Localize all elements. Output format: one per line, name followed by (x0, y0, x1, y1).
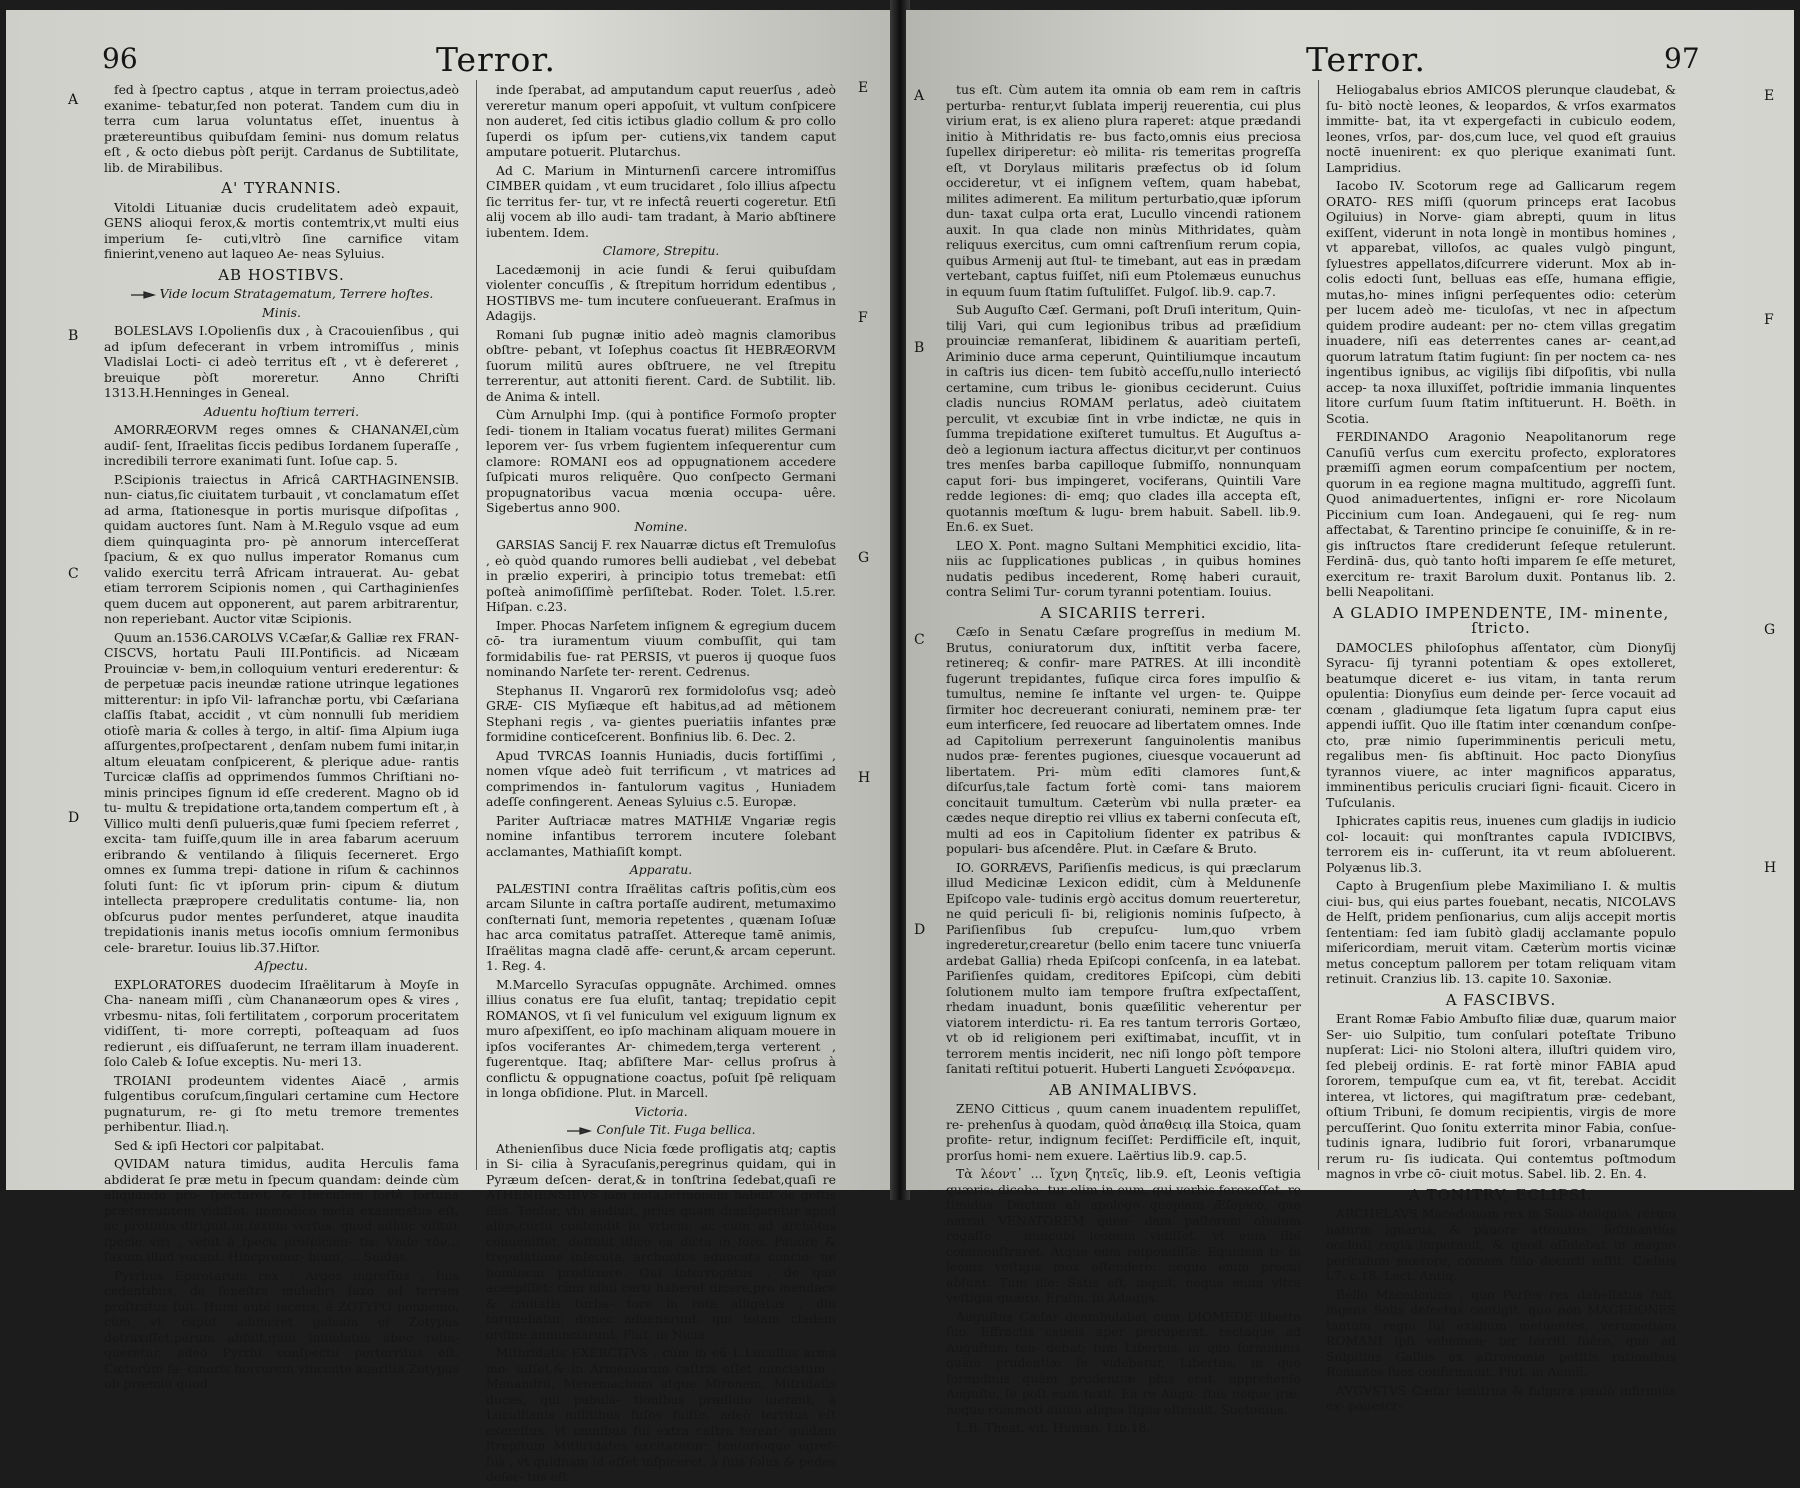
paragraph: Iacobo IV. Scotorum rege ad Gallicarum regem ORATO- RES miſſi (quorum princeps erat Iacobus Ogiluius) in Norve- giam abrepti, quum in litus exiſſent, viderunt in nota longè in montibus homines , vt apparebat, villoſos, ac quales vulgò pingunt, ſyluestres appellatos,diſcurrere viderunt. Mox ab in- colis edocti ſunt, belluas eas eſſe, humana effigie, mutas,ho- mines inſigni perſequentes odio: ceterùm per lucem adeò me- ticuloſas, vt nec in aſpectum quidem prodire audeant: per no- ctem villas gregatim inuadere, niſi eas deterrentes canes ar- ceant,ad quorum latratum ſtatim fugiunt: ſin per noctem ca- nes ingentibus ignibus, ac vigilijs ſibi diſpoſitis, vbi nulla accep- ta noxa illuxiſſet, poſtridie immania linquentes litore curſum ſuum ſtatim inſtituerunt. H. Boëth. in Scotia. (1326, 178, 1676, 426)
subsection-heading: Clamore, Strepitu. (602, 243, 720, 258)
page-number: 97 (1664, 42, 1700, 75)
paragraph: Pyrrhus Epirotarum rex , Argos ingreſſus , fuis cedentibus, de feneſtra muliebri ſaxo ad terram proſtratus fuit. Humi autë iacens, à ZOTYPO nonnemo, cùm vt caput adimeret galeam ei Zotypus detraxiſſet,parum abfuit,quin inuiolatus abeo relin- queretur, adeò Pyrrhi conſpectu perterritus eſt. Cæterùm fa- cinoris horrorem vincente auaritia,Zotypus ob præmiū quod (104, 1267, 459, 1391)
paragraph: AVGVSTVS Cæſar tonitrua & fulgura paulò infirmiùs ex- pauescr- (1326, 1382, 1676, 1413)
paragraph: ARCHELAVS Macedonum rex in Solis deliquio, rerum naturæ ignarus, & pauore attonitus, feſtinantiùs occludi regiā imperauit, & quod aſſolebat in magno periculum mœrore, comam filio decurti iuſſit. Cælius l.7. c.18. Lect. Antiq. (1326, 1206, 1676, 1283)
paragraph: Capto à Brugenſium plebe Maximiliano I. & multis ciui- bus, qui eius partes fouebant, necatis, NICOLAVS de Helſt, pridem penſionarius, cum alijs accepit mortis ſententiam: ſed iam ſubitò gladij acclamante populo miſericordiam, meruit vitam. Cæterùm mortis vicinæ metus conceptum pallorem per totam reliquam vitam retinuit. Cranzius lib. 13. capite 10. Saxoniæ. (1326, 878, 1676, 986)
section-heading: AB HOSTIBVS. (218, 265, 345, 284)
margin-letter: H (1764, 860, 1777, 876)
paragraph: AMORRÆORVM reges omnes & CHANANÆI,cùm audiſ- ſent, Iſraelitas ſiccis pedibus Iordanem ſuperaſſe , incredibili terrore exanimati ſunt. Ioſue cap. 5. (104, 422, 459, 468)
paragraph: Mithridatis EXERCITVS , cùm in eū L.Lucullus arma mo- uiſſet,& in Armeniorum caſtris eſſet nunciatum , Menandrū, Menemachum atque Mironem, Mitridatis duces, qui pabula- tionibus præſidio iuerant, à Lucullianis militibus fuſos fuiſſe, adeò territus eſt exercitus, vt omnibus fui extra caſtra ferent- quidam ſtrepitum Mithridates excitaretur: tentorioque egreſ- ſus , vt quidnam id eſſet inſpiceret, à ſuis ſolus & pedes deſer- tus eſt. (486, 1345, 836, 1484)
paragraph: Lacedæmonij in acie ſundi & ſerui quibuſdam violenter concuſſis , & ſtrepitum horridum edentibus , HOSTIBVS me- tum incutere conſueuerant. Eraſmus in Adagijs. (486, 261, 836, 323)
margin-letter: F (858, 310, 868, 326)
running-head: Terror. (1306, 40, 1427, 79)
cross-reference-text: Vide locum Stratagematum, Terrere hoſtes. (159, 286, 434, 301)
margin-letter: C (68, 566, 79, 582)
paragraph: Athenienſibus duce Nicia fœde profligatis atq; captis in Si- cilia à Syracuſanis,peregrinus quidam, qui in Pyræum deſcen- derat,& in tonſtrina ſedebat,quaſi re ATHENIENSIBVS iam nota,ſermonem habuit de geſtis illis. Tonſor, vbi audiuit, priùs quàm diuulgaretur apud alios,curſu contendit in vrbem: ac cùm ad archōtas conueniſſet, deſtulit illico ea dicta in foro. Pauore & trepidatione inſecuta, archontes aduocata concio- ne hominem produxere. Qui interrogatus , de quo aceepiſſet: cùm nihil certi haberet dicere,pro mendace & ciuitatis turba- tore in rota alligatus , diu torquebatur, donec aduenerunt, qui totam cladem ordine annunciarunt. Plut. in Nicia. (486, 1140, 836, 1342)
margin-letter: H (858, 770, 871, 786)
paragraph: Quum an.1536.CAROLVS V.Cæſar,& Galliæ rex FRAN- CISCVS, hortatu Pauli III.Pontificis. ad Nicæam Prouinciæ v- bem,in colloquium venturi erederentur: & de perpetuæ pacis ineundæ ratione utrinque legationes mitterentur: in ipſo Vil- lafranchæ portu, vbi Cæſariana claſſis ſtabat, accidit , vt cùm nonnulli ſub meridiem otioſè maria & colles à tergo, in altiſ- ſima Alpium iuga aſſurgentes,proſpectarent , denſam nubem fumi initar,in altum eleuatam conſpicerent, & plerique adue- rantis Turcicæ claſſis ad opprimendos ſummos Chriſtiani no- minis principes ſignum id eſſe crederent. Magno ob id tu- multu & trepidatione orta,tandem compertum eſt , à Villico multi denſi pulueris,quæ fumi ſpeciem referret , excita- tam fuiſſe,quum ille in area fabarum aceruum eribrando & ventilando à ſiliquis ſecerneret. Ergo omnes ex ſumma trepi- datione in riſum & cachinnos ſoluti ſunt: ſic vt ipſorum prin- cipum & diutum intellecta præpropere credulitatis contume- lia, non obſcurus pudor mentes perſunderet, atque inaudita trepidationis inanis metus iocoſis omnium ſermonibus cele- braretur. Iouius lib.37.Hiſtor. (104, 629, 459, 955)
paragraph: Auguſtus Cæſar deambulabat cum DIOMEDE liberto ſuo. Effractis caueis aper proruperat, rectaque ad Auguſtum ten- debat; tum Libertus, in quo formidinis quàm prudentiæ ſe videbatur, Libertus, in quo formidinis quàm prudentiæ plus erat, apprehenſo Auguſto, ſe poſt eum texit. Ea re Augu- ſtus neque iræ, neque commoti animi aliqua ſigna oſtendit. Suetonius. (946, 1308, 1301, 1417)
paragraph: Stephanus II. Vngarorū rex formidoloſus vsq; adeò GRÆ- CIS Myſiæque eſt habitus,ad ad mētionem Stephani regis , va- gientes pueriatiis infantes præ formidine conticeſcerent. Bonfinius lib. 6. Dec. 2. (486, 682, 836, 744)
paragraph: Imper. Phocas Narſetem inſignem & egregium ducem cō- tra iuramentum viuum combuſſit, qui tam formidabilis fue- rat PERSIS, vt pueros ij quoque ſuos nominando Narſete ter- rerent. Cedrenus. (486, 617, 836, 679)
pointing-hand-icon (566, 1126, 592, 1136)
pointing-hand-icon (130, 290, 156, 300)
right-column-1 (946, 82, 1301, 1439)
paragraph: PALÆSTINI contra Iſraëlitas caſtris poſitis,cùm eos arcam Silunte in caſtra portaſſe audirent, metumaximo conſternati ſunt, memoria repetentes , quænam Ioſuæ hac arca comitatus patraſſet. Attereque tamē animis, Iſraëlitas magna cladē affe- cerunt,& arcam ceperunt. 1. Reg. 4. (486, 880, 836, 973)
subsection-heading: Minis. (262, 304, 301, 320)
paragraph: BOLESLAVS I.Opolienſis dux , à Cracouienſibus , qui ad ipſum defecerant in vrbem intromiſſus , minis Vladislai Locti- ci adeò territus eſt , vt è defereret , breuique pòſt moreretur. Anno Chriſti 1313.H.Henninges in Geneal. (104, 323, 459, 400)
subsection-heading: Apparatu. (629, 862, 693, 877)
cross-reference (486, 1122, 836, 1138)
paragraph: Iphicrates capitis reus, inuenes cum gladijs in iudicio col- locauit: qui monſtrantes capula IVDICIBVS, terrorem eis in- cuſſerunt, ita vt reum abſoluerent. Polyænus lib.3. (1326, 813, 1676, 875)
margin-letter: C (914, 632, 925, 648)
margin-letter: F (1764, 312, 1774, 328)
left-page (6, 10, 894, 1484)
subsection-heading: Aduentu hoſtium terreri. (203, 403, 360, 419)
cross-reference-text: Conſule Tit. Fuga bellica. (596, 1122, 756, 1137)
section-heading: A GLADIO IMPENDENTE, IM- minente, ſtricto. (1332, 603, 1670, 637)
margin-letter: E (1764, 88, 1775, 104)
paragraph: Romani ſub pugnæ initio adeò magnis clamoribus obſtre- pebant, vt Ioſephus coactus ſit HEBRÆORVM ſuorum militū aures obſtruere, ne vel ſtrepitu terrerentur, aut attoniti fierent. Card. de Subtilit. lib. de Anima & intell. (486, 326, 836, 404)
paragraph: Bello Macedonico , quo Perſes rex debellatus fuit, ingens Solis defectus contigit, quo non MACEDONES tantum regni ſui exidium metuentes, verumetiam ROMANI ipſi vehemen- ter territi fuêre, quo ad Sulpitius Gallus ex aſtronomia petitis rationibus Romanos ſuos confirmauit. Plut. in Aemil. (1326, 1286, 1676, 1379)
section-heading: A FASCIBVS. (1445, 990, 1557, 1009)
margin-letter: D (914, 922, 926, 938)
paragraph: IO. GORRÆVS, Pariſienſis medicus, is qui præclarum illud Medicinæ Lexicon edidit, cùm à Meldunenſe Epiſcopo vale- tudinis ergò accitus domum reuerteretur, ne quid periculi ſi- bi, religionis nominis ſuſpecto, à Pariſienſibus ſub crepuſcu- lum,quo vrbem ingrederetur,crearetur (bello enim tacere tunc vniuerſa ardebat Gallia) rheda Epiſcopi conſcenſa, in ea latebat. Pariſienſes quidam, creditores Epiſcopi, cùm debiti ſolutionem multo iam tempore fruſtra exſpectaſſent, rhedam inuadunt, bonis quæſilitic veherentur per viatorem interdictu- ri. Ea res tantum terroris Gortæo, vt ob id religionem peri exiſtimabat, incuſſit, vt in terrorem mentis inciderit, nec niſi longo pòſt tempore ſanitati reſtitui potuerit. Huberti Langueti Σενόφανεμα. (946, 859, 1301, 1076)
paragraph: EXPLORATORES duodecim Iſraëlitarum à Moyſe in Cha- naneam miſſi , cùm Chananæorum opes & vires , vrbesmu- nitas, ſoli fertilitatem , corporum proceritatem vidiſſent, ti- more correpti, poſteaquam ad ſuos redierunt , eis diſſuaſerunt, ne terram illam inuaderent. ſolo Caleb & Ioſue exceptis. Nu- meri 13. (104, 976, 460, 1069)
paragraph: Sed & ipſi Hectori cor palpitabat. (114, 1137, 325, 1153)
paragraph: Erant Romæ Fabio Ambuſto filiæ duæ, quarum maior Ser- uio Sulpitio, tum conſulari poteſtate Tribuno nupſerat: Lici- nio Stoloni altera, illuſtri quidem viro, ſed plebeij ordinis. E- rat fortè minor FABIA apud ſororem, tempuſque cum ea, vt fit, terebat. Accidit interea, vt lictores, qui magiſtratum præ- cedebant, oſtium Tribuni, ſe domum recipientis, virgis de more percuſſerint. Quo ſonitu exterrita minor Fabia, conſue- tudinis ignara, ludibrio fuit ſorori, vrbanarumque rerum ru- ſis iudicata. Qui contemtus poſtmodum magnos in vrbe cō- ciuit motus. Sabel. lib. 2. En. 4. (1326, 1011, 1676, 1181)
paragraph: Apud TVRCAS Ioannis Huniadis, ducis fortiſſimi , nomen vſque adeò fuit terrificum , vt matrices ad comprimendos in- fantulorum vagitus , Huniadem adeſſe confingerent. Aeneas Syluius c.5. Europæ. (486, 747, 836, 809)
section-heading: A' TYRANNIS. (221, 179, 342, 197)
section-heading: A TONITRV, ECLIPSI. (1409, 1185, 1593, 1204)
column-rule (1318, 80, 1319, 1170)
column-rule (476, 80, 477, 1170)
paragraph: Ad C. Marium in Minturnenſi carcere intromiſſus CIMBER quidam , vt eum trucidaret , ſolo illius aſpectu ſic territus fer- tur, vt re infectâ reuerti cogeretur. Etſi alij vocem ab illo audi- tam tradant, à Mario abſtinere iubentem. Idem. (486, 162, 836, 240)
subsection-heading: Nomine. (634, 518, 688, 534)
section-heading: A SICARIIS terreri. (1040, 603, 1207, 622)
margin-letter: A (914, 88, 925, 104)
paragraph: FERDINANDO Aragonio Neapolitanorum rege Canuſiū verſus cum exercitu profecto, exploratores præmiſſi agmen eorum compaſcentium per noctem, quorum in ea regione magna multitudo, aggreſſi ſunt. Quod animaduertentes, inſigni er- rore Nicolaum Piccinium cum Ioan. Andegaueni, qui ſe reg- num affectabat, & Tarentino principe ſe conuiniſſe, & in re- gis inſtructos ſtare crediderunt ſeſeque retulerunt. Ferdinā- dus, quò tanto hoſti imparem ſe eſſe meturet, exercitum re- traxit Barolum duxit. Pontanus lib. 2. belli Neapolitani. (1326, 429, 1676, 599)
paragraph: Cæſo in Senatu Cæſare progreſſus in medium M. Brutus, coniuratorum dux, inſtitit verba facere, retinereq; & confir- mare PATRES. At illi inconditè fugerunt trepidantes, fuſique circa fores impulſio & tumultus, nemine ſe inſtante vel urgen- te. Quippe ſirmiter hoc decreuerant coniurati, neminem præ- ter eum interficere, ſed reuocare ad libertatem omnes. Inde ad Capitolium perrexerunt ſanguinolentis manibus nudos præ- ferentes pugiones, ciuesque vocauerunt ad libertatem. Pri- mùm edīti clamores ſunt,& diſcurſus,tale factum fortè comi- tans maiorem concitauit tumultum. Cæterùm vbi nulla præter- ea cædes neque direptio rei vllius ex taberni conſecuta eſt, multi ad eos in Capitolium ſidenter ex patribus & populari- bus aſcendêre. Plut. in Cæſare & Bruto. (946, 624, 1301, 856)
paragraph: GARSIAS Sancij F. rex Nauarræ dictus eſt Tremuloſus , eò quòd quando rumores belli audiebat , vel debebat in prælio experiri, à principio totus tremebat: etſi poſteà animoſiſſimè perſiſtebat. Roder. Tolet. l.5.rer. Hiſpan. c.23. (486, 537, 836, 614)
right-page (906, 10, 1794, 1435)
margin-letter: B (914, 340, 925, 356)
right-column-2 (1326, 82, 1676, 1417)
paragraph: P.Scipionis traiectus in Africâ CARTHAGINENSIB. nun- ciatus,ſic ciuitatem turbauit , vt conclamatum eſſet ad arma, ſtationesque in portis murisque diſpoſitas , quidam auctores ſunt. Nam à M.Regulo vsque ad eum diem quinquaginta pro- pè annorum interceſſerat ſpacium, & ex quo nullus imperator Romanus cum valido exercitu terrâ Africam intrauerat. Au- gebat etiam terrorem Scipionis nomen , qui Carthaginienſes quem ducem aut opponerent, aut parem arbitrarentur, non reperiebant. Auctor vitæ Scipionis. (104, 471, 459, 626)
paragraph: inde ſperabat, ad amputandum caput reuerſus , adeò vereretur manum operi appoſuit, vt vultum conſpicere non auderet, ſed citis ictibus gladio collum & pro collo ſuperdi os ipſum per- cutiens,vix tandem caput amputare potuerit. Plutarchus. (486, 82, 836, 159)
paragraph: L.B. Theat. vit. Human. Lib.18. (956, 1420, 1151, 1435)
paragraph: TROIANI prodeuntem videntes Aiacē , armis fulgentibus coruſcum,ſingulari certamine cum Hectore pugnaturum, re- gi ſto metu tremore trementes perhibentur. Iliad.η. (104, 1072, 459, 1134)
subsection-heading: Aſpectu. (255, 958, 308, 973)
left-column-2 (486, 82, 836, 1488)
paragraph: Sub Auguſto Cæſ. Germani, poſt Druſi interitum, Quin- tilij Vari, qui cum legionibus tribus ad præſidium prouinciæ remanſerat, libidinem & auaritiam perteſi, Ariminio duce arma ceperunt, Quintiliumque incautum in caſtris ius dicen- tem ſubitò acceſſu,nullo interiectó certamine, cum tribus le- gionibus ceciderunt. Cuius cladis nuncius ROMAM perlatus, adeò ciuitatem perculit, vt excubiæ ſint in vrbe indictæ, ne quis in ſumma trepidatione exiſteret tumultus. Et Auguſtus a- deò a legionum iactura affectus dicitur,vt per continuos tres menſes barba capilloque ſubmiſſo, nonnunquam caput fori- bus impingeret, vociferans, Quintili Vare redde legiones: di- emq; quo clades illa accepta eſt, quotannis mœſtum & lugu- brem habuit. Sabell. lib.9. En.6. ex Suet. (946, 302, 1301, 534)
paragraph: LEO X. Pont. magno Sultani Memphitici excidio, lita- niis ac ſupplicationes publicas , in quibus homines nudatis pedibus incederent, Romę haberi curauit, contra Selimi Tur- corum tyranni potentiam. Iouius. (946, 537, 1301, 599)
paragraph: tus eſt. Cùm autem ita omnia ob eam rem in caſtris perturba- rentur,vt ſublata imperij reuerentia, cui plus virium erat, is ex alieno plura raperet: atque prædandi initio à Mithridatis re- bus facto,omnis eius preciosa ſupellex diriperetur: eò milita- ris temeritas progreſſa eſt, vt Dorylaus militaris præfectus ob id ſolum occideretur, vt ei inſignem veſtem, quam habebat, milites adimerent. Ea militum perturbatio,quæ ipſorum dun- taxat culpa orta erat, Lucullo vincendi rationem auxit. In qua clade non minùs Mithridates, quàm reliquus exercitus, cum omni caſtrenſium rerum copia, quibus Armenij aut ſtul- te timebant, aut eas in prædam vertebant, captus fuiſſet, niſi eum Ptolemæus eunuchus in equum ſuum ſtatim ſuſtuliſſet. Fulgoſ. lib.9. cap.7. (946, 82, 1301, 299)
running-head: Terror. (436, 40, 557, 79)
margin-letter: G (858, 550, 870, 566)
margin-letter: E (858, 80, 869, 96)
section-heading: AB ANIMALIBVS. (1049, 1080, 1198, 1099)
paragraph: Heliogabalus ebrios AMICOS plerunque claudebat, & ſu- bitò noctè leones, & leopardos, & vrſos exarmatos immitte- bat, ita vt expergefacti in cubiculo eodem, leones, vrſos, par- dos,cum luce, vel quod eſt grauius noctē inuenirent: ex quo plerique exanimati ſunt. Lampridius. (1326, 82, 1676, 175)
paragraph: M.Marcello Syracuſas oppugnāte. Archimed. omnes illius conatus ere ſua eluſit, tantaq; trepidatio cepit ROMANOS, vt ſi vel funiculum vel exiguum lignum ex muro aſpexiſſent, eo ipſo machinam aliquam mouere in ipſos vociferantes Ar- chimedem,terga verterent , fugerentque. Itaq; abſiſtere Mar- cellus proſrus à conflictu & oppugnatione coactus, poſuit ſpē reliquam in longa obſidione. Plut. in Marcell. (486, 976, 836, 1100)
paragraph: Vitoldi Lituaniæ ducis crudelitatem adeò expauit, GENS alioqui ferox,& mortis contemtrix,vt multi eius imperium ſe- cuti,vltrò ſine carnifice vitam finierint,veneno aut laqueo Ae- neas Syluius. (104, 199, 459, 261)
paragraph: Pariter Auſtriacæ matres MATHIÆ Vngariæ regis nomine infantibus terrorem incutere ſolebant acclamantes, Mathiaſiſt kompt. (486, 812, 836, 859)
subsection-heading: Victoria. (634, 1103, 688, 1119)
paragraph: QVIDAM natura timidus, audita Herculis fama abdiderat ſe præ metu in ſpecum quandam: deinde cùm aliquando pro- ſpectaret, & Herculem fortè fortuna prætereuntem vidiſſet, immodico metu exanimatus eſt, ac protinùs diriguit,in ſaxum verſus, quod adhuc viſitur ſpecie viri , velut à ſpecu proſpicien- tis. Vnde τὸν... ſaxum illud vocant. Hincproner- bium, ... Suidas. (104, 1156, 459, 1264)
margin-letter: B (68, 328, 79, 344)
page-number: 96 (102, 42, 138, 75)
paragraph: Cùm Arnulphi Imp. (qui à pontifice Formoſo propter ſedi- tionem in Italiam vocatus fuerat) milites Germani leporem ver- ſus vrbem fugientem inſequerentur cum clamore: ROMANI eos ad oppugnationem accedere ſuſpicati muros reliquêre. Quo conſpecto Germani propugnatoribus vacua mœnia occupa- uêre. Sigebertus anno 900. (486, 407, 836, 515)
left-column-1 (104, 82, 459, 1395)
paragraph: fed à ſpectro captus , atque in terram proiectus,adeò exanime- tebatur,ſed non poterat. Tandem cum diu in terra cum larua voluntatus eſſet, inuentus à prætereuntibus quibuſdam ſemini- nus domum relatus eſt , & octo diebus pòſt perijt. Cardanus de Subtilitate, lib. de Mirabilibus. (104, 82, 459, 175)
paragraph: ZENO Citticus , quum canem inuadentem repuliſſet, re- prehenſus à quodam, quòd ἀπαθειᾳ illa Stoica, quam profite- retur, indignum feciſſet: Perdifficile eſt, inquit, prorſus homi- nem exuere. Laërtius lib.9. cap.5. (946, 1101, 1301, 1163)
margin-letter: A (68, 92, 79, 108)
margin-letter: G (1764, 622, 1776, 638)
paragraph: Τὰ λέοντ᾽ ... ἴχνη ζητεῖς, lib.9. eſt, Leonis veſtigia quæris: diceba- tur olim in eum, qui verbis feroxeſſet, re timidus. Ductum ab apologo quopiam Æſopico, quo narrat VENATOREM quen- dam paſtorem obuium rogaſſe , nuncubi leonem vidiſſet, vt eum ſibi commonſtraret. Atque eum reſpondiſſe: Equidem ti- bi leonis veſtigia mox oſtendero: neque enim procul abſunt. Tum ille: Satis eſt, inquit, neque enim vltra veſtigia quæro. Eraſm. in Adagijs. (946, 1166, 1301, 1305)
cross-reference (104, 286, 459, 302)
margin-letter: D (68, 810, 80, 826)
paragraph: DAMOCLES philoſophus aſſentator, cùm Dionyſij Syracu- ſij tyranni potentiam & opes extolleret, beatumque diceret e- ius vitam, in tanta rerum opulentia: Dionyſius eum deinde per- ſerce vocauit ad cœnam , gladiumque ſeta ligatum ſupra caput eius appendi iuſſit. Quo ille ſtatim inter cœnandum conſpe- cto, præ nimio ſuperimminentis periculi metu, regalibus men- ſis abſtinuit. Hoc pacto Dionyſius tyrannos viuere, ac inter magnificos apparatus, imminentibus periculis cruciari ſigni- ficauit. Cicero in Tuſculanis. (1326, 639, 1676, 810)
